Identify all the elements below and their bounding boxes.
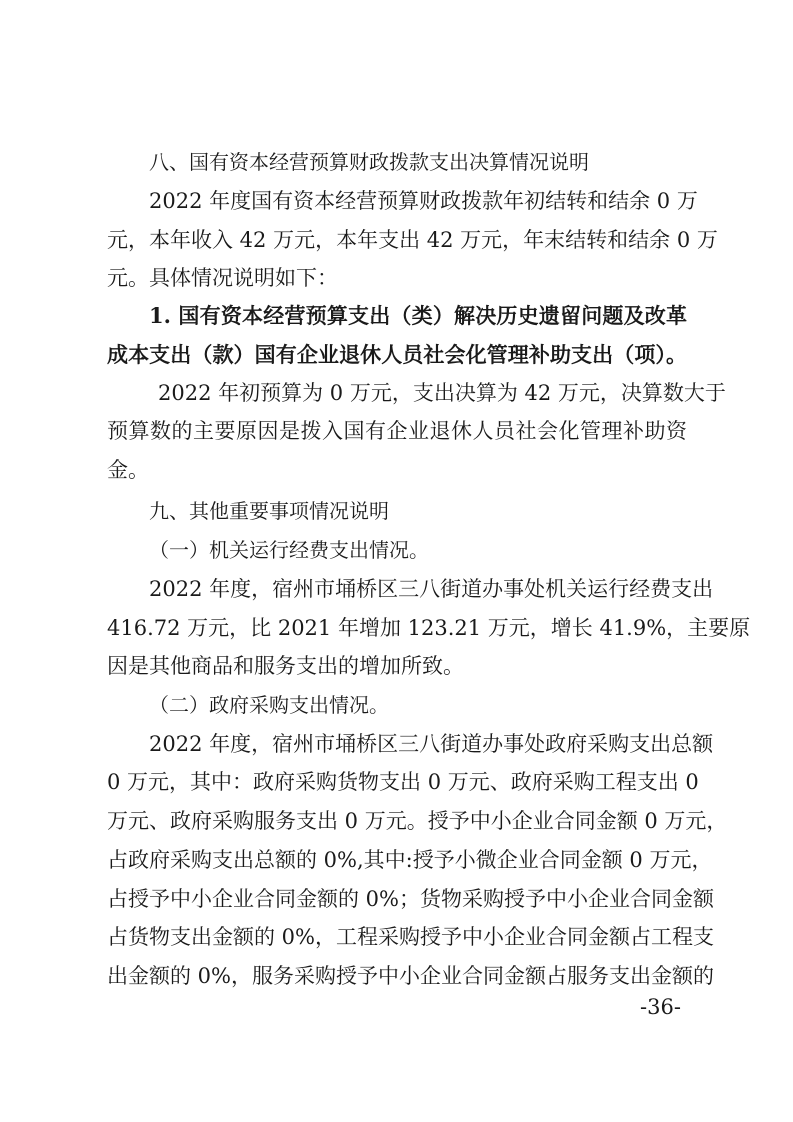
subsection-2-body-line-3: 万元、政府采购服务支出 0 万元。授予中小企业合同金额 0 万元，	[107, 809, 728, 833]
subsection-1-body-line-1: 2022 年度，宿州市埇桥区三八街道办事处机关运行经费支出	[149, 577, 714, 601]
subsection-2-body-line-6: 占货物支出金额的 0%，工程采购授予中小企业合同金额占工程支	[107, 925, 714, 949]
item-1-title-line-2: 成本支出（款）国有企业退休人员社会化管理补助支出（项）。	[107, 342, 687, 367]
section-8-title: 八、国有资本经营预算财政拨款支出决算情况说明	[149, 150, 589, 174]
subsection-1-body-line-3: 因是其他商品和服务支出的增加所致。	[107, 654, 464, 678]
subsection-2-body-line-2: 0 万元，其中：政府采购货物支出 0 万元、政府采购工程支出 0	[107, 770, 699, 794]
subsection-1-title: （一）机关运行经费支出情况。	[149, 538, 429, 562]
subsection-1-body-line-2: 416.72 万元，比 2021 年增加 123.21 万元，增长 41.9%，主要原	[107, 616, 751, 640]
page-number: -36-	[640, 995, 681, 1019]
subsection-2-title: （二）政府采购支出情况。	[149, 693, 389, 717]
item-1-body-line-2: 预算数的主要原因是拨入国有企业退休人员社会化管理补助资	[107, 419, 687, 443]
item-1-body-line-1: 2022 年初预算为 0 万元，支出决算为 42 万元，决算数大于	[158, 381, 726, 405]
section-8-para-line-1: 2022 年度国有资本经营预算财政拨款年初结转和结余 0 万	[149, 189, 698, 213]
section-8-para-line-2: 元，本年收入 42 万元，本年支出 42 万元，年末结转和结余 0 万	[107, 228, 718, 252]
item-1-body-line-3: 金。	[107, 458, 149, 482]
item-1-title-line-1: 1. 国有资本经营预算支出（类）解决历史遗留问题及改革	[149, 303, 687, 328]
subsection-2-body-line-4: 占政府采购支出总额的 0%,其中:授予小微企业合同金额 0 万元，	[107, 848, 713, 872]
section-8-para-line-3: 元。具体情况说明如下：	[107, 266, 338, 290]
subsection-2-body-line-1: 2022 年度，宿州市埇桥区三八街道办事处政府采购支出总额	[149, 732, 714, 756]
subsection-2-body-line-5: 占授予中小企业合同金额的 0%；货物采购授予中小企业合同金额	[107, 887, 714, 911]
subsection-2-body-line-7: 出金额的 0%，服务采购授予中小企业合同金额占服务支出金额的	[107, 964, 714, 988]
section-9-title: 九、其他重要事项情况说明	[149, 499, 389, 523]
